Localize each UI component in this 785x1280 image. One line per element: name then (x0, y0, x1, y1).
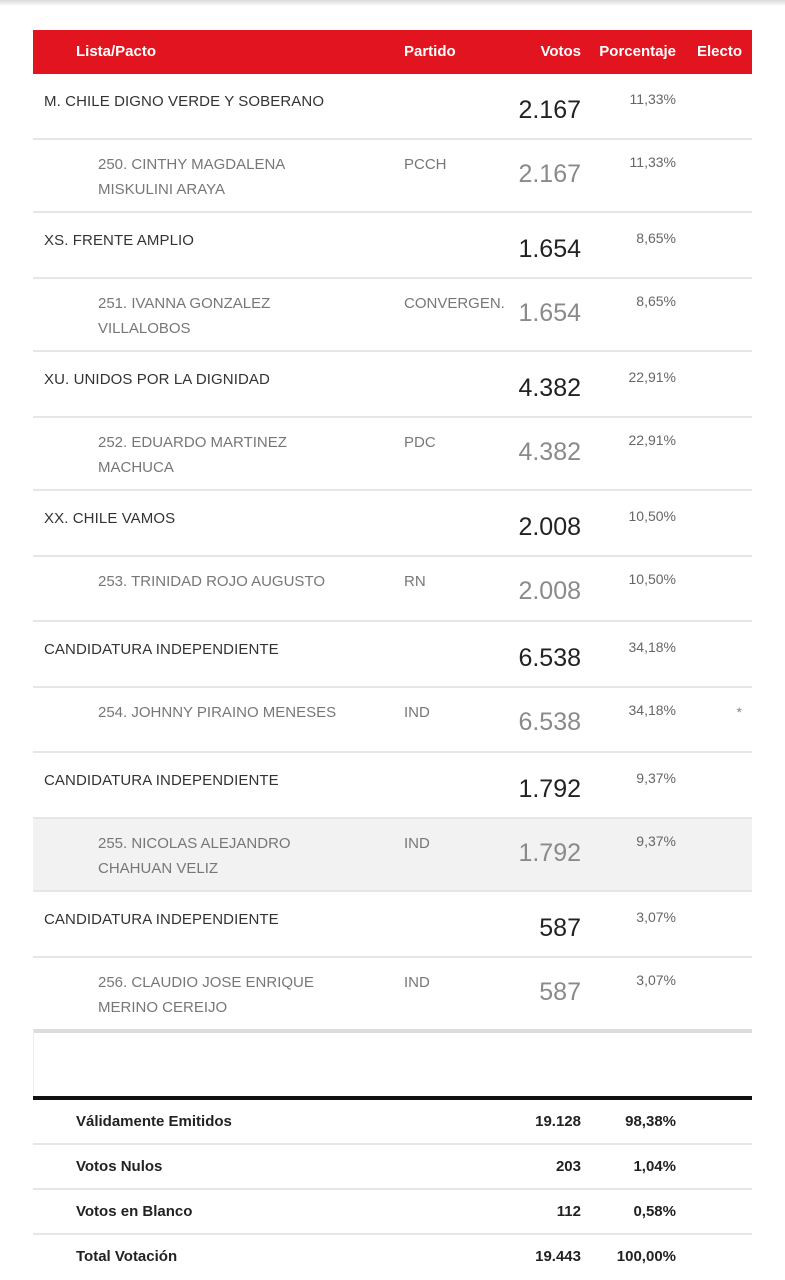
list-percentage: 22,91% (628, 369, 676, 385)
totals-percentage: 1,04% (633, 1158, 676, 1175)
candidate-party: IND (404, 835, 430, 852)
list-name: XU. UNIDOS POR LA DIGNIDAD (44, 371, 270, 388)
list-name: M. CHILE DIGNO VERDE Y SOBERANO (44, 93, 325, 110)
list-group-row (33, 892, 752, 958)
candidate-name: 252. EDUARDO MARTINEZ MACHUCA (98, 434, 287, 476)
candidate-votes: 2.167 (518, 160, 581, 188)
list-group-row (33, 622, 752, 688)
header-lista: Lista/Pacto (76, 43, 157, 60)
list-percentage: 10,50% (628, 508, 676, 524)
candidate-percentage: 9,37% (636, 833, 676, 849)
list-percentage: 8,65% (636, 230, 676, 246)
candidate-row (33, 819, 752, 892)
list-votes: 6.538 (518, 644, 581, 672)
candidate-name: 250. CINTHY MAGDALENA MISKULINI ARAYA (98, 156, 285, 198)
totals-row (33, 1145, 752, 1190)
candidate-row (33, 279, 752, 352)
candidate-row (33, 140, 752, 213)
candidate-percentage: 10,50% (628, 571, 676, 587)
list-group-row (33, 352, 752, 418)
candidate-party: CONVERGEN. (404, 295, 505, 312)
totals-label: Válidamente Emitidos (76, 1113, 232, 1130)
candidate-row (33, 557, 752, 622)
list-group-row (33, 753, 752, 819)
list-name: XS. FRENTE AMPLIO (44, 232, 195, 249)
list-group-row (33, 491, 752, 557)
candidate-percentage: 34,18% (628, 702, 676, 718)
header-porcentaje: Porcentaje (599, 43, 676, 60)
candidate-percentage: 22,91% (628, 432, 676, 448)
candidate-percentage: 8,65% (636, 293, 676, 309)
candidate-party: PDC (404, 434, 436, 451)
candidate-votes: 1.654 (518, 299, 581, 327)
candidate-votes: 2.008 (518, 577, 581, 605)
candidate-name: 255. NICOLAS ALEJANDRO CHAHUAN VELIZ (98, 835, 291, 877)
header-partido: Partido (404, 43, 456, 60)
list-votes: 2.167 (518, 96, 581, 124)
list-name: CANDIDATURA INDEPENDIENTE (44, 911, 279, 928)
list-group-row (33, 213, 752, 279)
divider (33, 1030, 34, 1100)
candidate-votes: 1.792 (518, 839, 581, 867)
list-name: CANDIDATURA INDEPENDIENTE (44, 641, 279, 658)
elected-marker: * (736, 704, 742, 720)
header-votos: Votos (540, 43, 581, 60)
list-name: XX. CHILE VAMOS (44, 510, 176, 527)
totals-votes: 19.443 (535, 1248, 581, 1265)
totals-percentage: 100,00% (616, 1248, 676, 1265)
list-votes: 4.382 (518, 374, 581, 402)
candidate-party: PCCH (404, 156, 447, 173)
candidate-row (33, 958, 752, 1029)
totals-row (33, 1235, 752, 1278)
table-header (33, 30, 752, 74)
list-percentage: 9,37% (636, 770, 676, 786)
candidate-votes: 6.538 (518, 708, 581, 736)
candidate-votes: 587 (539, 978, 581, 1006)
candidate-party: IND (404, 974, 430, 991)
totals-votes: 112 (556, 1203, 581, 1220)
list-percentage: 3,07% (636, 909, 676, 925)
candidate-row (33, 418, 752, 491)
header-electo: Electo (696, 43, 742, 60)
list-name: CANDIDATURA INDEPENDIENTE (44, 772, 279, 789)
totals-votes: 19.128 (535, 1113, 581, 1130)
candidate-name: 256. CLAUDIO JOSE ENRIQUE MERINO CEREIJO (98, 974, 314, 1016)
totals-votes: 203 (555, 1158, 581, 1175)
list-votes: 2.008 (518, 513, 581, 541)
top-bar-shadow (0, 0, 785, 6)
list-votes: 1.792 (518, 775, 581, 803)
candidate-name: 251. IVANNA GONZALEZ VILLALOBOS (98, 295, 271, 337)
totals-percentage: 98,38% (625, 1113, 676, 1130)
candidate-row (33, 688, 752, 753)
totals-table (33, 1096, 752, 1278)
candidate-percentage: 11,33% (629, 154, 676, 170)
table-bottom-border (33, 1029, 752, 1033)
totals-label: Votos Nulos (76, 1158, 163, 1175)
totals-label: Votos en Blanco (76, 1203, 193, 1220)
results-table (33, 30, 752, 1033)
list-percentage: 11,33% (629, 91, 676, 107)
candidate-name: 254. JOHNNY PIRAINO MENESES (98, 704, 337, 721)
totals-percentage: 0,58% (633, 1203, 676, 1220)
candidate-party: IND (404, 704, 430, 721)
candidate-votes: 4.382 (518, 438, 581, 466)
totals-row (33, 1100, 752, 1145)
list-votes: 587 (539, 914, 581, 942)
list-percentage: 34,18% (628, 639, 676, 655)
candidate-name: 253. TRINIDAD ROJO AUGUSTO (98, 573, 325, 590)
list-votes: 1.654 (518, 235, 581, 263)
totals-label: Total Votación (76, 1248, 178, 1265)
list-group-row (33, 74, 752, 140)
candidate-party: RN (404, 573, 426, 590)
totals-row (33, 1190, 752, 1235)
candidate-percentage: 3,07% (636, 972, 676, 988)
